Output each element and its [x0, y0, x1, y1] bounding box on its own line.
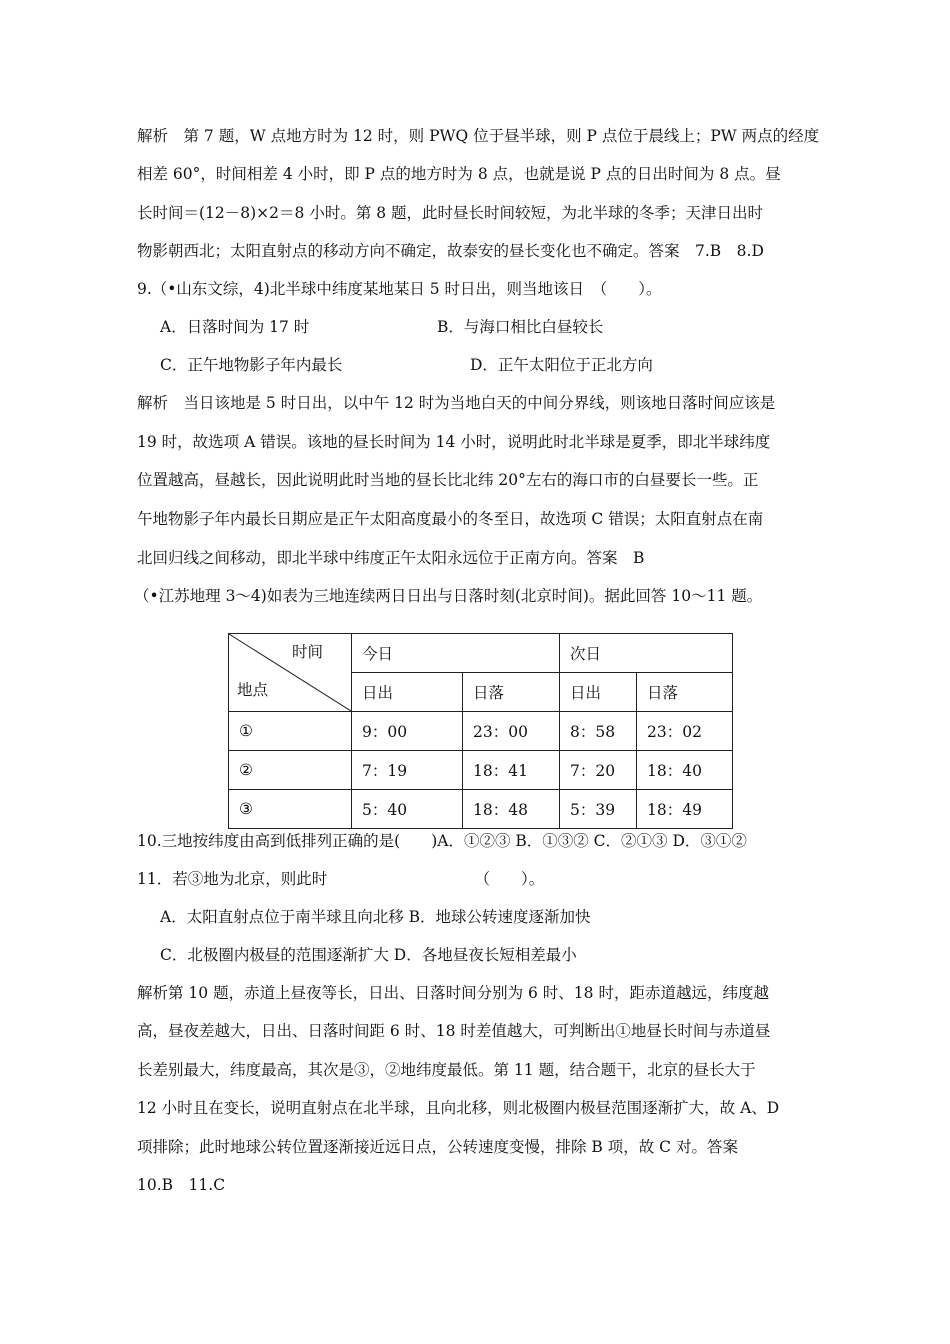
diagonal-header-cell	[229, 634, 352, 712]
time-cell: 5：39	[560, 790, 637, 829]
place-cell: ③	[229, 790, 352, 829]
option-d: D．正午太阳位于正北方向	[470, 356, 653, 374]
text-line: 解析 第 7 题，W 点地方时为 12 时，则 PWQ 位于昼半球，则 P 点位于晨线上；PW 两点的经度	[137, 127, 820, 145]
text-line: 长差别最大，纬度最高，其次是③，②地纬度最低。第 11 题，结合题干，北京的昼长大于	[137, 1061, 756, 1079]
option-c: C．正午地物影子年内最长	[160, 356, 343, 374]
place-cell: ②	[229, 751, 352, 790]
sub-header: 日落	[463, 673, 560, 712]
option-a: A．日落时间为 17 时	[160, 318, 310, 336]
sunrise-sunset-table	[228, 633, 733, 829]
time-cell: 18：49	[637, 790, 733, 829]
text-line: 解析第 10 题，赤道上昼夜等长，日出、日落时间分别为 6 时、18 时，距赤道越远，纬度越	[137, 984, 769, 1002]
option-b: B．与海口相比白昼较长	[437, 318, 604, 336]
text-line: 解析 当日该地是 5 时日出，以中午 12 时为当地白天的中间分界线，则该地日落时间应该是	[137, 394, 776, 412]
options-ab: A．太阳直射点位于南半球且向北移 B．地球公转速度逐渐加快	[160, 908, 591, 926]
header-today: 今日	[352, 634, 560, 673]
table-header-row	[229, 634, 733, 673]
header-time: 时间	[291, 643, 323, 661]
time-cell: 18：48	[463, 790, 560, 829]
table-intro: （•江苏地理 3～4)如表为三地连续两日日出与日落时刻(北京时间)。据此回答 10～11 题。	[134, 587, 763, 605]
table-row	[229, 790, 733, 829]
text-line: 物影朝西北；太阳直射点的移动方向不确定，故泰安的昼长变化也不确定。答案 7.B 8.D	[137, 242, 764, 260]
time-cell: 7：19	[352, 751, 463, 790]
table-row	[229, 751, 733, 790]
time-cell: 8：58	[560, 712, 637, 751]
text-line: 项排除；此时地球公转位置逐渐接近远日点，公转速度变慢，排除 B 项，故 C 对。答案	[137, 1138, 738, 1156]
text-line: 午地物影子年内最长日期应是正午太阳高度最小的冬至日，故选项 C 错误；太阳直射点在南	[137, 510, 764, 528]
text-line: 北回归线之间移动，即北半球中纬度正午太阳永远位于正南方向。答案 B	[137, 549, 645, 567]
place-cell: ①	[229, 712, 352, 751]
options-cd: C．北极圈内极昼的范围逐渐扩大 D．各地昼夜长短相差最小	[160, 946, 577, 964]
time-cell: 23：00	[463, 712, 560, 751]
header-nextday: 次日	[560, 634, 733, 673]
question-stem: 11．若③地为北京，则此时 （ ）。	[137, 870, 545, 888]
text-line: 位置越高，昼越长，因此说明此时当地的昼长比北纬 20°左右的海口市的白昼要长一些。正	[137, 471, 759, 489]
text-line: 高，昼夜差越大，日出、日落时间距 6 时、18 时差值越大，可判断出①地昼长时间与赤道昼	[137, 1022, 771, 1040]
time-cell: 9：00	[352, 712, 463, 751]
table-row	[229, 712, 733, 751]
text-line: 12 小时且在变长，说明直射点在北半球，且向北移，则北极圈内极昼范围逐渐扩大，故 A、D	[137, 1099, 780, 1117]
text-line: 10.B 11.C	[137, 1176, 226, 1194]
time-cell: 5：40	[352, 790, 463, 829]
question-stem: 9.（•山东文综，4)北半球中纬度某地某日 5 时日出，则当地该日 （ ）。	[137, 280, 662, 298]
sub-header: 日出	[560, 673, 637, 712]
text-line: 长时间＝(12－8)×2＝8 小时。第 8 题，此时昼长时间较短，为北半球的冬季；天津日出时	[137, 204, 764, 222]
question-10: 10.三地按纬度由高到低排列正确的是( )A．①②③ B．①③② C．②①③ D．③①②	[137, 832, 747, 850]
sub-header: 日出	[352, 673, 463, 712]
time-cell: 7：20	[560, 751, 637, 790]
time-cell: 23：02	[637, 712, 733, 751]
sub-header: 日落	[637, 673, 733, 712]
time-cell: 18：41	[463, 751, 560, 790]
text-line: 相差 60°，时间相差 4 小时，即 P 点的地方时为 8 点，也就是说 P 点的日出时间为 8 点。昼	[137, 165, 781, 183]
text-line: 19 时，故选项 A 错误。该地的昼长时间为 14 小时，说明此时北半球是夏季，即北半球纬度	[137, 433, 771, 451]
header-place: 地点	[237, 681, 269, 699]
time-cell: 18：40	[637, 751, 733, 790]
